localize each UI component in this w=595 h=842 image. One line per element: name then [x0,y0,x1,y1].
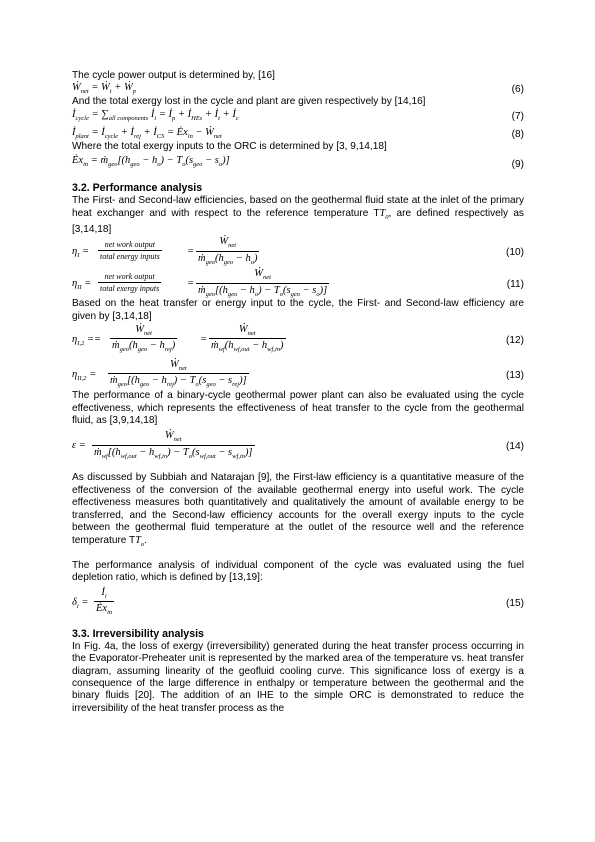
equation-15: $\delta_i$ = $İ_i$ $Ėx_{in}$ (15) [72,586,524,616]
equation-number: (6) [511,84,524,96]
paragraph-text: The First- and Second-law efficiencies, based on the geothermal fluid state at the inlet of the primary heat exchanger and with respect to the reference temperature T [72,195,524,219]
equation-number: (10) [506,247,524,259]
paragraph: Where the total exergy inputs to the ORC is determined by [3, 9,14,18] [72,140,387,152]
equation-6: Ẇ$_{net}$ = Ẇ$_t$ + Ẇ$_p$ (6) [72,82,524,96]
paragraph: As discussed by Subbiah and Natarajan [9], the First-law efficiency is a quantitative measure of the effectiveness of the conversion of the available geothermal energy into useful work. The cycle effectiveness measures both quantitatively and qualitatively the amount of available energy to be transferred, and the Second-law efficiency accounts for the overall exergy inputs to the cycle between the geothermal fluid temperature at the outlet of the resource well and the reference temperature $TT_o$. [72,472,524,548]
frac-label: total exergy inputs [100,284,160,294]
equation-number: (11) [506,279,524,291]
equation-7: $İ_{cycle} = \sum_{all components}$ $İ_i$ = $İ_p$ + $İ_{HEs}$ + $İ_t$ + $İ_c$ (7) [72,108,524,122]
equation-number: (13) [506,370,524,382]
equation-11: $\eta_{II}$ = net work output total exergy inputs = Ẇ$_{net}$ $ṁ_{geo}[(h_{geo} - h_o) - T_o(s_{geo} - s_o)]$ (11) [72,268,524,298]
equation-10: $\eta_I$ = net work output total energy inputs = Ẇ$_{net}$ $ṁ_{geo}(h_{geo} - h_o)$ (10) [72,236,524,266]
equation-number: (15) [506,597,524,609]
equation-number: (8) [511,128,524,140]
paragraph-text: As discussed by Subbiah and Natarajan [9], the First-law efficiency is a quantitative measure of the effectiveness of the conversion of the available geothermal energy into useful work. The cycle effectiveness measures both quantitatively and qualitatively the amount of available energy to be transferred, and the Second-law efficiency accounts for the overall exergy inputs to the cycle between the geothermal fluid temperature at the outlet of the resource well and the reference temperature T [72,472,524,546]
equation-13: $\eta_{II,2}$ = Ẇ$_{net}$ $ṁ_{geo}[(h_{geo} - h_{rej}) - T_o(s_{geo} - s_{rej})]$ (13) [72,359,524,389]
equation-number: (14) [506,441,524,453]
paragraph: The performance of a binary-cycle geothermal power plant can also be evaluated using the cycle effectiveness, which represents the effectiveness of heat transfer to the cycle from the geothermal fluid, as [3,9,14,18] [72,390,524,427]
paragraph: The First- and Second-law efficiencies, based on the geothermal fluid state at the inlet of the primary heat exchanger and with respect to the reference temperature $TT_0$, are defined respectively as [3,14,18] [72,195,524,236]
paragraph: And the total exergy lost in the cycle and plant are given respectively by [14,16] [72,96,426,108]
equation-8: $İ_{plant}$ = $İ_{cycle}$ + $İ_{rej}$ + $İ_{CS}$ = $Ėx_{in}$ − Ẇ$_{net}$ (8) [72,126,524,140]
paragraph: Based on the heat transfer or energy input to the cycle, the First- and Second-law efficiency are given by [3,14,18] [72,298,524,322]
sum-subscript: all components [108,114,149,122]
frac-label: net work output [104,240,155,250]
equation-12: $\eta_{I,2}$ == Ẇ$_{net}$ $ṁ_{geo}(h_{geo} - h_{rej})$ = Ẇ$_{net}$ $ṁ_{wf}(h_{wf,out} - h_{wf,in})$ (12) [72,324,524,354]
page-content [72,70,524,715]
frac-label: net work output [104,272,155,282]
paragraph-text: , are defined respectively as [3,14,18] [72,207,524,236]
equation-number: (12) [506,335,524,347]
paragraph: The cycle power output is determined by, [16] [72,70,275,81]
equation-number: (9) [511,159,524,171]
section-heading: 3.3. Irreversibility analysis [72,627,204,640]
equation-number: (7) [511,110,524,122]
equation-9: $Ėx_{in}$ = $ṁ_{geo}[(h_{geo} - h_o) - T_o(s_{geo} - s_o)]$ (9) [72,155,524,171]
paragraph: In Fig. 4a, the loss of exergy (irreversibility) generated during the heat transfer process occurring in the Evaporator-Preheater unit is represented by the marked area of the temperature vs. heat transfer diagram, assuming linearity of the geofluid cooling curve. This significance loss of exergy is a consequence of the large difference in enthalpy or temperature between the geothermal and the binary fluids [20]. The addition of an IHE to the simple ORC is demonstrated to reduce the irreversibility of the heat transfer process as the [72,640,524,714]
section-heading: 3.2. Performance analysis [72,182,203,195]
paragraph: The performance analysis of individual component of the cycle was evaluated using the fuel depletion ratio, which is defined by [13,19]: [72,559,524,584]
equation-14: ε = Ẇ$_{net}$ $ṁ_{wf}[(h_{wf,out} - h_{wf,in}) - T_o(s_{wf,out} - s_{wf,in})]$ (14) [72,430,524,460]
frac-label: total energy inputs [100,252,160,262]
